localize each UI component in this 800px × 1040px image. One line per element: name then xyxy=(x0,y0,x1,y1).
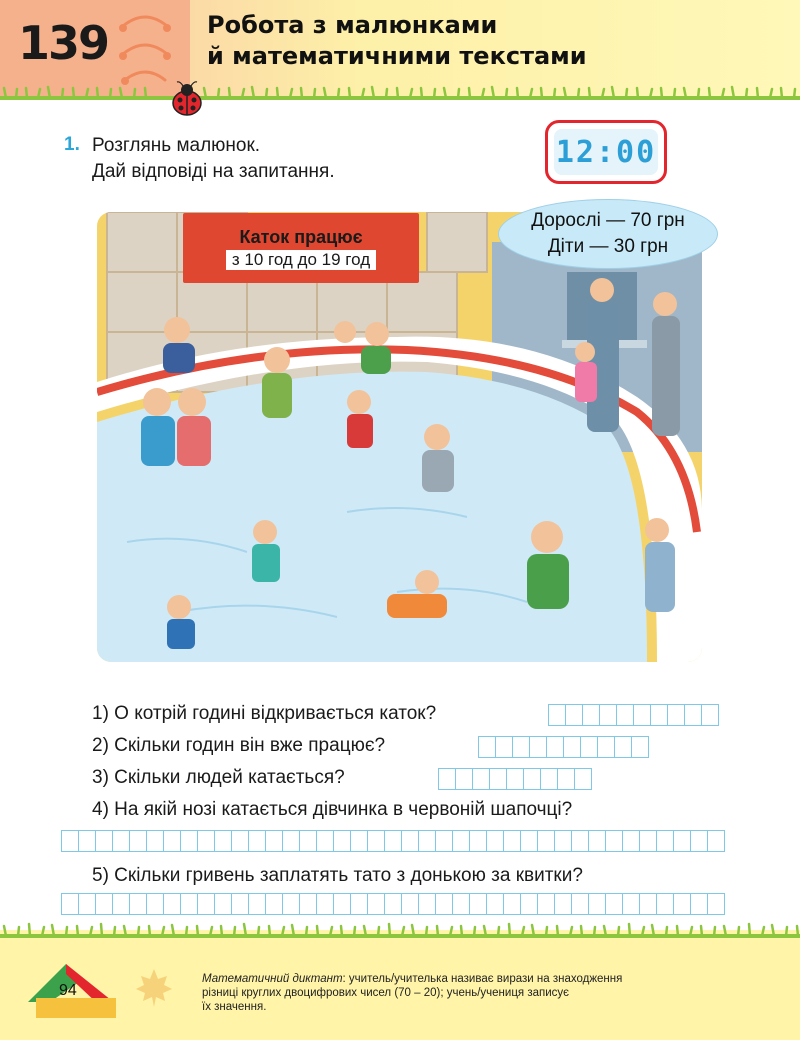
answer-cell[interactable] xyxy=(574,768,592,790)
answer-cell[interactable] xyxy=(112,830,130,852)
answer-cell[interactable] xyxy=(622,893,640,915)
price-bubble xyxy=(498,199,718,269)
answer-cells-4[interactable] xyxy=(61,830,724,852)
answer-cell[interactable] xyxy=(78,893,96,915)
answer-cell[interactable] xyxy=(622,830,640,852)
answer-cell[interactable] xyxy=(197,893,215,915)
answer-cell[interactable] xyxy=(701,704,719,726)
answer-cell[interactable] xyxy=(384,893,402,915)
answer-cell[interactable] xyxy=(656,893,674,915)
answer-cell[interactable] xyxy=(95,830,113,852)
answer-cell[interactable] xyxy=(282,830,300,852)
answer-cell[interactable] xyxy=(565,704,583,726)
teacher-note xyxy=(202,972,742,1014)
digital-clock xyxy=(545,120,667,184)
answer-cell[interactable] xyxy=(537,893,555,915)
answer-cell[interactable] xyxy=(248,830,266,852)
answer-cell[interactable] xyxy=(180,893,198,915)
answer-cell[interactable] xyxy=(605,830,623,852)
answer-cell[interactable] xyxy=(61,893,79,915)
answer-cell[interactable] xyxy=(616,704,634,726)
page-title xyxy=(207,10,587,72)
answer-cell[interactable] xyxy=(690,893,708,915)
answer-cell[interactable] xyxy=(486,830,504,852)
answer-cell[interactable] xyxy=(214,893,232,915)
answer-cell[interactable] xyxy=(265,893,283,915)
answer-cell[interactable] xyxy=(282,893,300,915)
answer-cell[interactable] xyxy=(656,830,674,852)
answer-cell[interactable] xyxy=(614,736,632,758)
decorative-swirl-icon xyxy=(115,4,175,88)
answer-cell[interactable] xyxy=(197,830,215,852)
answer-cell[interactable] xyxy=(214,830,232,852)
answer-cell[interactable] xyxy=(673,830,691,852)
teacher-note-line1: : учитель/учителька називає вирази на знаходження xyxy=(342,973,623,985)
answer-cell[interactable] xyxy=(438,768,456,790)
answer-cell[interactable] xyxy=(231,830,249,852)
grass-border-bottom xyxy=(0,920,800,944)
answer-cell[interactable] xyxy=(582,704,600,726)
answer-cell[interactable] xyxy=(489,768,507,790)
answer-cell[interactable] xyxy=(571,893,589,915)
question-4: 4) На якій нозі катається дівчинка в червоній шапочці? xyxy=(92,799,573,820)
answer-cell[interactable] xyxy=(667,704,685,726)
answer-cell[interactable] xyxy=(248,893,266,915)
question-5: 5) Скільки гривень заплатять тато з донькою за квитки? xyxy=(92,865,583,886)
answer-cell[interactable] xyxy=(554,830,572,852)
answer-cell[interactable] xyxy=(316,830,334,852)
teacher-note-line2: різниці круглих двоцифрових чисел (70 – 20); учень/учениця записує xyxy=(202,987,570,999)
answer-cell[interactable] xyxy=(529,736,547,758)
answer-cell[interactable] xyxy=(597,736,615,758)
answer-cell[interactable] xyxy=(333,830,351,852)
answer-cell[interactable] xyxy=(163,830,181,852)
answer-cell[interactable] xyxy=(554,893,572,915)
answer-cell[interactable] xyxy=(129,893,147,915)
answer-cell[interactable] xyxy=(639,830,657,852)
question-3: 3) Скільки людей катається? xyxy=(92,767,345,788)
answer-cell[interactable] xyxy=(146,830,164,852)
teacher-note-label: Математичний диктант xyxy=(202,973,343,985)
answer-cell[interactable] xyxy=(571,830,589,852)
answer-cell[interactable] xyxy=(486,893,504,915)
answer-cell[interactable] xyxy=(146,893,164,915)
answer-cell[interactable] xyxy=(650,704,668,726)
answer-cells-1[interactable] xyxy=(548,704,718,726)
answer-cell[interactable] xyxy=(452,830,470,852)
answer-cell[interactable] xyxy=(384,830,402,852)
answer-cell[interactable] xyxy=(673,893,691,915)
answer-cell[interactable] xyxy=(707,893,725,915)
answer-cell[interactable] xyxy=(435,893,453,915)
rink-sign-title: Каток працює xyxy=(239,227,363,247)
answer-cells-3[interactable] xyxy=(438,768,591,790)
answer-cell[interactable] xyxy=(548,704,566,726)
answer-cell[interactable] xyxy=(503,893,521,915)
answer-cell[interactable] xyxy=(684,704,702,726)
answer-cell[interactable] xyxy=(631,736,649,758)
page-title-line2: й математичними текстами xyxy=(207,42,587,70)
answer-cell[interactable] xyxy=(61,830,79,852)
answer-cell[interactable] xyxy=(299,830,317,852)
question-2: 2) Скільки годин він вже працює? xyxy=(92,735,386,756)
teacher-note-line3: їх значення. xyxy=(202,1001,267,1013)
page-title-line1: Робота з малюнками xyxy=(207,11,498,39)
answer-cell[interactable] xyxy=(520,893,538,915)
answer-cell[interactable] xyxy=(401,893,419,915)
answer-cell[interactable] xyxy=(605,893,623,915)
task-instructions xyxy=(92,133,335,185)
answer-cell[interactable] xyxy=(506,768,524,790)
answer-cell[interactable] xyxy=(503,830,521,852)
answer-cell[interactable] xyxy=(455,768,473,790)
answer-cell[interactable] xyxy=(537,830,555,852)
answer-cell[interactable] xyxy=(299,893,317,915)
answer-cells-2[interactable] xyxy=(478,736,648,758)
answer-cell[interactable] xyxy=(163,893,181,915)
answer-cell[interactable] xyxy=(112,893,130,915)
answer-cell[interactable] xyxy=(469,893,487,915)
answer-cell[interactable] xyxy=(129,830,147,852)
answer-cell[interactable] xyxy=(367,830,385,852)
answer-cell[interactable] xyxy=(367,893,385,915)
lesson-number: 139 xyxy=(18,16,109,70)
answer-cell[interactable] xyxy=(472,768,490,790)
answer-cell[interactable] xyxy=(350,893,368,915)
answer-cell[interactable] xyxy=(180,830,198,852)
answer-cell[interactable] xyxy=(633,704,651,726)
clock-display: 12:00 xyxy=(554,129,658,175)
answer-cell[interactable] xyxy=(478,736,496,758)
answer-cell[interactable] xyxy=(520,830,538,852)
ladybug-icon xyxy=(166,80,208,120)
answer-cell[interactable] xyxy=(580,736,598,758)
rink-sign-hours: з 10 год до 19 год xyxy=(226,250,376,270)
answer-cell[interactable] xyxy=(350,830,368,852)
answer-cell[interactable] xyxy=(265,830,283,852)
price-kids: Діти — 30 грн xyxy=(547,236,669,257)
answer-cell[interactable] xyxy=(588,893,606,915)
answer-cell[interactable] xyxy=(435,830,453,852)
question-1: 1) О котрій годині відкривається каток? xyxy=(92,703,437,724)
answer-cell[interactable] xyxy=(546,736,564,758)
answer-cell[interactable] xyxy=(523,768,541,790)
answer-cell[interactable] xyxy=(690,830,708,852)
answer-cell[interactable] xyxy=(512,736,530,758)
answer-cell[interactable] xyxy=(563,736,581,758)
answer-cell[interactable] xyxy=(231,893,249,915)
answer-cell[interactable] xyxy=(333,893,351,915)
rink-hours-sign xyxy=(183,213,419,283)
answer-cell[interactable] xyxy=(401,830,419,852)
answer-cell[interactable] xyxy=(418,830,436,852)
answer-cells-5[interactable] xyxy=(61,893,724,915)
task-number: 1. xyxy=(64,134,80,155)
answer-cell[interactable] xyxy=(588,830,606,852)
answer-cell[interactable] xyxy=(639,893,657,915)
answer-cell[interactable] xyxy=(495,736,513,758)
answer-cell[interactable] xyxy=(707,830,725,852)
answer-cell[interactable] xyxy=(78,830,96,852)
grass-border-top xyxy=(0,84,800,108)
maple-leaf-icon xyxy=(132,965,176,1009)
task-line2: Дай відповіді на запитання. xyxy=(92,161,335,182)
answer-cell[interactable] xyxy=(452,893,470,915)
answer-cell[interactable] xyxy=(418,893,436,915)
answer-cell[interactable] xyxy=(95,893,113,915)
answer-cell[interactable] xyxy=(599,704,617,726)
answer-cell[interactable] xyxy=(540,768,558,790)
price-adults: Дорослі — 70 грн xyxy=(531,210,685,231)
answer-cell[interactable] xyxy=(316,893,334,915)
page-number: 94 xyxy=(59,982,77,999)
answer-cell[interactable] xyxy=(557,768,575,790)
task-line1: Розглянь малюнок. xyxy=(92,135,261,156)
answer-cell[interactable] xyxy=(469,830,487,852)
